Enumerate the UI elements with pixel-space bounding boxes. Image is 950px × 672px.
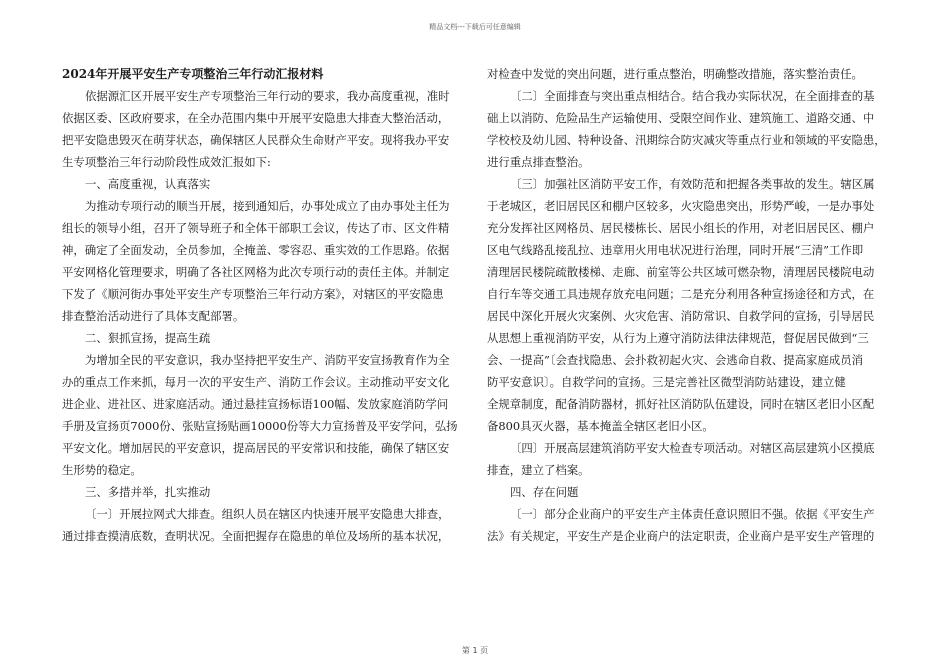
text-line: 生形势的稳定。 [62, 463, 142, 477]
text-line: 学校校及幼儿园、特种设备、汛期综合防灾减灾等重点行业和领域的平安隐患， [487, 133, 886, 147]
text-line: 防平安意识〕。自救学问的宣扬。三是完善社区微型消防站建设，建立健 [487, 375, 846, 389]
text-line: 于老城区，老旧居民区和棚户区较多，火灾隐患突出，形势严峻，一是办事处 [487, 199, 875, 213]
text-line: 依据区委、区政府要求，在全办范围内集中开展平安隐患大排查大整治活动， [62, 111, 450, 125]
text-line: 对检查中发觉的突出问题，进行重点整治，明确整改措施，落实整治责任。 [487, 67, 863, 81]
text-line: 下发了《顺河街办事处平安生产专项整治三年行动方案》，对辖区的平安隐患 [62, 287, 444, 301]
text-line: 为增加全民的平安意识，我办坚持把平安生产、消防平安宣扬教育作为全 [85, 353, 450, 367]
text-line: 备800具灭火器，基本掩盖全辖区老旧小区。 [487, 419, 714, 433]
text-line: 二、狠抓宣扬，提高生疏 [85, 331, 211, 345]
text-line: 从思想上重视消防平安，从行为上遵守消防法律法律规范，督促居民做到“三 [487, 331, 869, 345]
text-line: 依据源汇区开展平安生产专项整治三年行动的要求，我办高度重视，准时 [85, 89, 450, 103]
text-line: 进企业、进社区、进家庭活动。通过悬挂宣扬标语100幅、发放家庭消防学问 [62, 397, 449, 411]
text-line: 全规章制度，配备消防器材，抓好社区消防队伍建设，同时在辖区老旧小区配 [487, 397, 875, 411]
text-line: 居民中深化开展火灾案例、火灾危害、消防常识、自救学问的宣扬，引导居民 [487, 309, 875, 323]
text-line: 神，确定了全面发动，全员参加，全掩盖、零容忍、重实效的工作思路。依据 [62, 243, 450, 257]
text-line: 〔三〕加强社区消防平安工作，有效防范和把握各类事故的发生。辖区属 [510, 177, 875, 191]
text-line: 平安文化。增加居民的平安意识，提高居民的平安常识和技能，确保了辖区安 [62, 441, 450, 455]
text-line: 充分发挥社区网格员、居民楼栋长、居民小组长的作用，对老旧居民区、棚户 [487, 221, 875, 235]
text-line: 生专项整治三年行动阶段性成效汇报如下: [62, 155, 271, 169]
text-line: 进行重点排查整治。 [487, 155, 590, 169]
text-line: 为推动专项行动的顺当开展，接到通知后，办事处成立了由办事处主任为 [85, 199, 450, 213]
text-line: 四、存在问题 [510, 485, 579, 499]
text-line: 排查整治活动进行了具体支配部署。 [62, 309, 245, 323]
text-line: 自行车等交通工具违规存放充电问题；二是充分利用各种宣扬途径和方式，在 [487, 287, 875, 301]
text-line: 〔一〕部分企业商户的平安生产主体责任意识照旧不强。依据《平安生产 [510, 507, 875, 521]
text-line: 平安网格化管理要求，明确了各社区网格为此次专项行动的责任主体。并制定 [62, 265, 450, 279]
text-line: 三、多措并举，扎实推动 [85, 485, 211, 499]
text-line: 通过排查摸清底数，查明状况。全面把握存在隐患的单位及场所的基本状况， [62, 529, 450, 543]
text-line: 手册及宣扬页7000份、张贴宣扬贴画10000份等大力宣扬普及平安学问，弘扬 [62, 419, 458, 433]
page-header: 精品文档---下载后可任意编辑 [429, 23, 521, 31]
text-line: 〔四〕开展高层建筑消防平安大检查专项活动。对辖区高层建筑小区摸底 [510, 441, 875, 455]
text-line: 清理居民楼院疏散楼梯、走廊、前室等公共区域可燃杂物，清理居民楼院电动 [487, 265, 875, 279]
text-line: 办的重点工作来抓，每月一次的平安生产、消防工作会议。主动推动平安文化 [62, 375, 450, 389]
text-line: 法》有关规定，平安生产是企业商户的法定职责，企业商户是平安生产管理的 [487, 529, 875, 543]
left-column [62, 63, 462, 547]
document-title: 2024年开展平安生产专项整治三年行动汇报材料 [62, 67, 324, 81]
text-line: 础上以消防、危险品生产运输使用、受限空间作业、建筑施工、道路交通、中 [487, 111, 875, 125]
text-line: 组长的领导小组，召开了领导班子和全体干部职工会议，传达了市、区文件精 [62, 221, 450, 235]
text-line: 会、一提高”〔会查找隐患、会扑救初起火灾、会逃命自救、提高家庭成员消 [487, 353, 864, 367]
text-line: 区电气线路乱接乱拉、违章用火用电状况进行治理，同时开展“三清”工作即 [487, 243, 864, 257]
right-column [487, 63, 887, 547]
text-line: 排查，建立了档案。 [487, 463, 590, 477]
text-line: 一、高度重视，认真落实 [85, 177, 211, 191]
text-line: 〔一〕开展拉网式大排查。组织人员在辖区内快速开展平安隐患大排查， [85, 507, 450, 521]
page-footer: 第 1 页 [461, 646, 489, 655]
text-line: 〔二〕全面排查与突出重点相结合。结合我办实际状况，在全面排查的基 [510, 89, 875, 103]
text-line: 把平安隐患毁灭在萌芽状态，确保辖区人民群众生命财产平安。现将我办平安 [62, 133, 450, 147]
